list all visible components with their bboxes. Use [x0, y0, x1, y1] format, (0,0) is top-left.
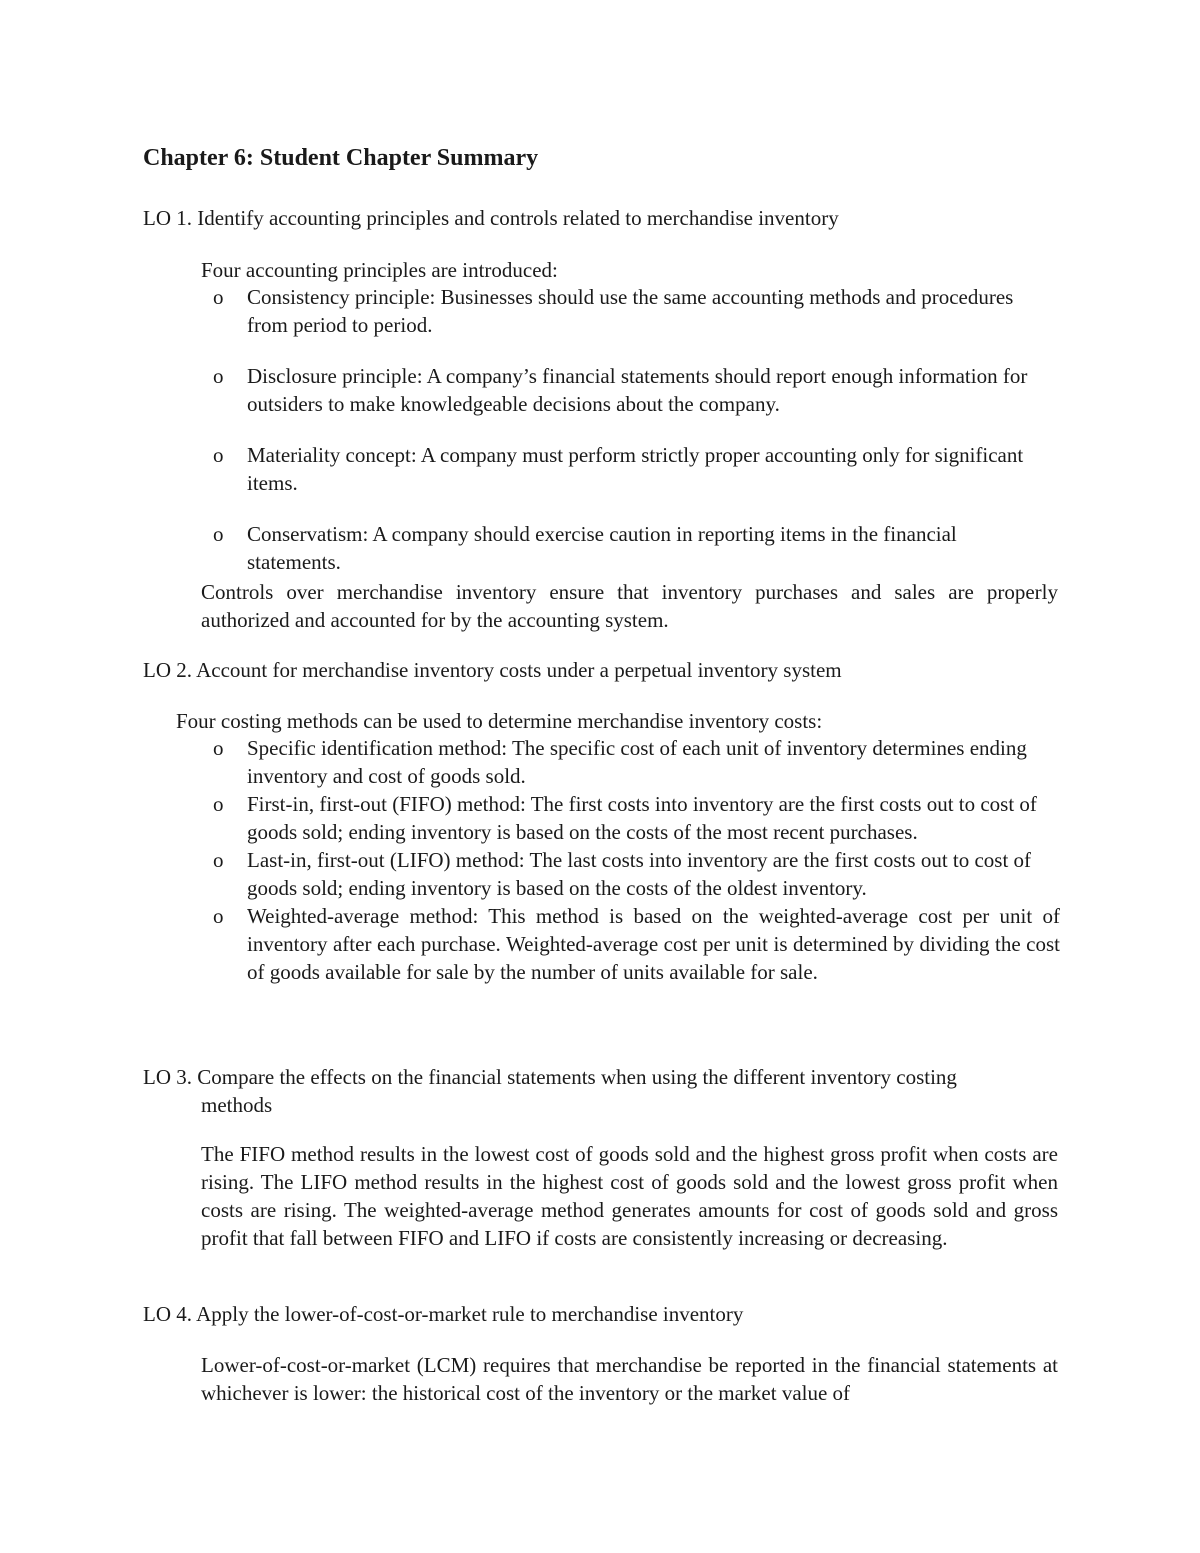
lo2-heading: LO 2. Account for merchandise inventory costs under a perpetual inventory system [143, 658, 842, 682]
bullet-marker: o [213, 736, 224, 760]
list-item [210, 283, 1030, 339]
list-item-text: Specific identification method: The specific cost of each unit of inventory determines ending inventory and cost of goods sold. [247, 736, 1027, 788]
list-item [210, 520, 1030, 576]
lo4-heading: LO 4. Apply the lower-of-cost-or-market rule to merchandise inventory [143, 1302, 744, 1326]
list-item [210, 902, 1060, 986]
list-item [210, 846, 1060, 902]
bullet-marker: o [213, 904, 224, 928]
lo1-principles-list [210, 283, 1030, 576]
list-item-text: Weighted-average method: This method is based on the weighted-average cost per unit of inventory after each purchase. Weighted-average cost per unit is determined by dividing the cost of goods available for sale by the number of units available for sale. [247, 904, 1060, 984]
bullet-marker: o [213, 792, 224, 816]
lo3-paragraph: The FIFO method results in the lowest cost of goods sold and the highest gross profit when costs are rising. The LIFO method results in the highest cost of goods sold and the lowest gross profit when costs are rising. The weighted-average method generates amounts for cost of goods sold and gross profit that fall between FIFO and LIFO if costs are consistently increasing or decreasing. [201, 1142, 1058, 1250]
list-item [210, 441, 1030, 497]
bullet-marker: o [213, 443, 224, 467]
page-title: Chapter 6: Student Chapter Summary [143, 145, 539, 171]
bullet-marker: o [213, 848, 224, 872]
bullet-marker: o [213, 522, 224, 546]
lo4-paragraph: Lower-of-cost-or-market (LCM) requires that merchandise be reported in the financial statements at whichever is lower: the historical cost of the inventory or the market value of [201, 1353, 1058, 1405]
list-item [210, 790, 1060, 846]
list-item [210, 362, 1030, 418]
list-item-text: First-in, first-out (FIFO) method: The first costs into inventory are the first costs out to cost of goods sold; ending inventory is based on the costs of the most recent purchases. [247, 792, 1037, 844]
lo2-methods-list [210, 734, 1060, 986]
list-item-text: Disclosure principle: A company’s financial statements should report enough information for outsiders to make knowledgeable decisions about the company. [247, 364, 1028, 416]
lo1-heading: LO 1. Identify accounting principles and controls related to merchandise inventory [143, 206, 839, 230]
lo3-heading [143, 1063, 1063, 1119]
lo2-intro: Four costing methods can be used to determine merchandise inventory costs: [176, 709, 823, 733]
list-item-text: Conservatism: A company should exercise caution in reporting items in the financial statements. [247, 522, 957, 574]
list-item-text: Last-in, first-out (LIFO) method: The last costs into inventory are the first costs out to cost of goods sold; ending inventory is based on the costs of the oldest inventory. [247, 848, 1032, 900]
lo3-heading-line2: methods [201, 1093, 273, 1117]
bullet-marker: o [213, 285, 224, 309]
bullet-marker: o [213, 364, 224, 388]
lo1-controls-paragraph: Controls over merchandise inventory ensure that inventory purchases and sales are properly authorized and accounted for by the accounting system. [201, 580, 1058, 632]
lo1-intro: Four accounting principles are introduced: [201, 258, 558, 282]
list-item [210, 734, 1060, 790]
list-item-text: Materiality concept: A company must perform strictly proper accounting only for significant items. [247, 443, 1024, 495]
lo3-heading-line1: LO 3. Compare the effects on the financial statements when using the different inventory costing [143, 1065, 957, 1089]
list-item-text: Consistency principle: Businesses should use the same accounting methods and procedures from period to period. [247, 285, 1014, 337]
